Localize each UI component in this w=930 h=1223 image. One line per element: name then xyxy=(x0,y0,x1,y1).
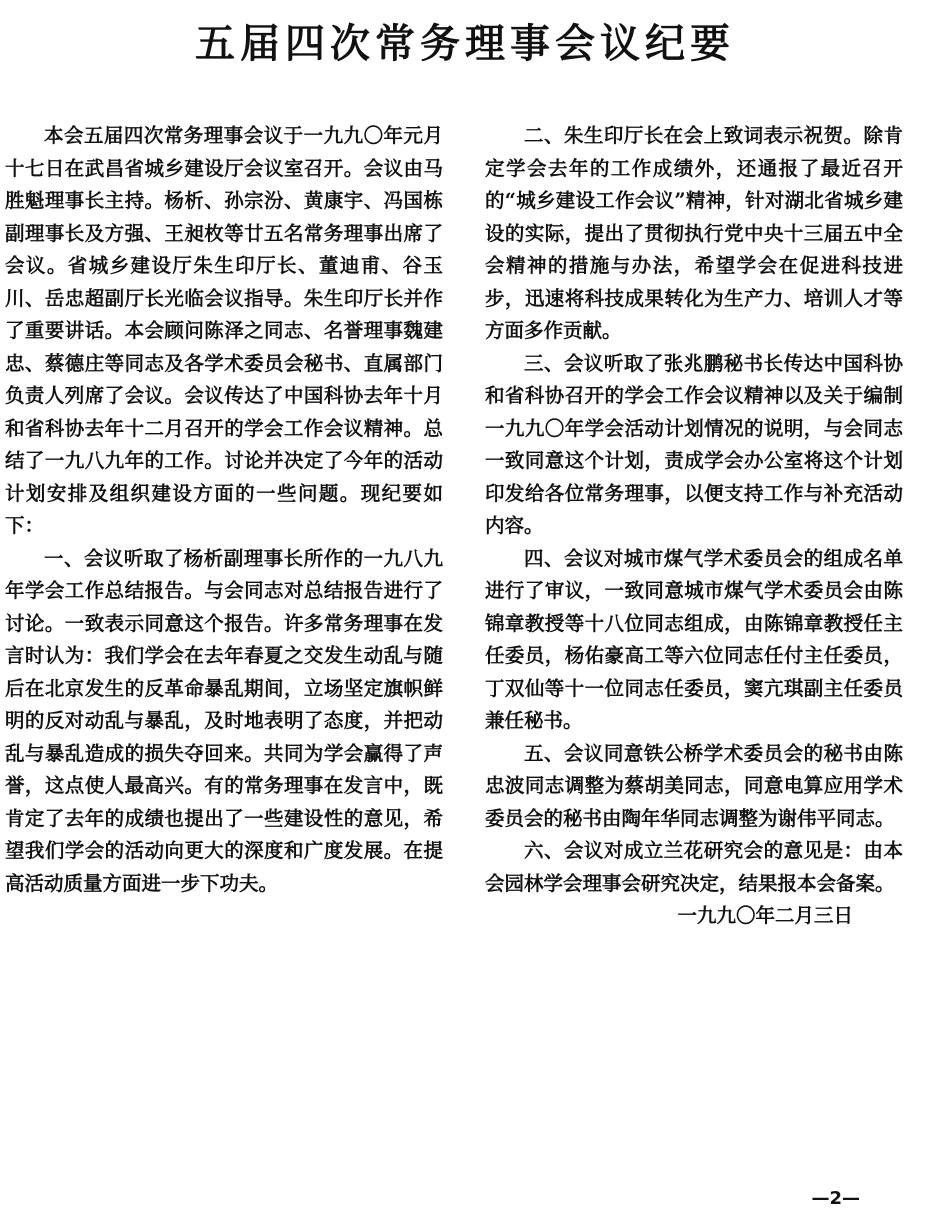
page-number: —2— xyxy=(811,1188,860,1209)
right-column xyxy=(485,120,903,933)
item-1-paragraph: 一、会议听取了杨析副理事长所作的一九八九年学会工作总结报告。与会同志对总结报告进行了讨论。一致表示同意这个报告。许多常务理事在发言时认为：我们学会在去年春夏之交发生动乱与随后在北京发生的反革命暴乱期间，立场坚定旗帜鲜明的反对动乱与暴乱，及时地表明了态度，并把动乱与暴乱造成的损失夺回来。共同为学会赢得了声誉，这点使人最高兴。有的常务理事在发言中，既肯定了去年的成绩也提出了一些建设性的意见，希望我们学会的活动向更大的深度和广度发展。在提高活动质量方面进一步下功夫。 xyxy=(5,546,443,895)
item-3-paragraph: 三、会议听取了张兆鹏秘书长传达中国科协和省科协召开的学会工作会议精神以及关于编制一九九〇年学会活动计划情况的说明，与会同志一致同意这个计划，责成学会办公室将这个计划印发给各位常务理事，以便支持工作与补充活动内容。 xyxy=(485,351,903,537)
intro-paragraph: 本会五届四次常务理事会议于一九九〇年元月十七日在武昌省城乡建设厅会议室召开。会议由马胜魁理事长主持。杨析、孙宗汾、黄康宇、冯国栋副理事长及方强、王昶枚等廿五名常务理事出席了会议。省城乡建设厅朱生印厅长、董迪甫、谷玉川、岳忠超副厅长光临会议指导。朱生印厅长并作了重要讲话。本会顾问陈泽之同志、名誉理事魏建忠、蔡德庄等同志及各学术委员会秘书、直属部门负责人列席了会议。会议传达了中国科协去年十月和省科协去年十二月召开的学会工作会议精神。总结了一九八九年的工作。讨论并决定了今年的活动计划安排及组织建设方面的一些问题。现纪要如下： xyxy=(5,124,443,537)
document-title: 五届四次常务理事会议纪要 xyxy=(195,21,735,67)
document-date: 一九九〇年二月三日 xyxy=(677,904,853,927)
left-column xyxy=(5,120,443,900)
item-2-paragraph: 二、朱生印厅长在会上致词表示祝贺。除肯定学会去年的工作成绩外，还通报了最近召开的“城乡建设工作会议”精神，针对湖北省城乡建设的实际，提出了贯彻执行党中央十三届五中全会精神的措施与办法，希望学会在促进科技进步，迅速将科技成果转化为生产力、培训人才等方面多作贡献。 xyxy=(485,124,903,342)
item-5-paragraph: 五、会议同意铁公桥学术委员会的秘书由陈忠波同志调整为蔡胡美同志，同意电算应用学术委员会的秘书由陶年华同志调整为谢伟平同志。 xyxy=(485,741,903,830)
item-4-paragraph: 四、会议对城市煤气学术委员会的组成名单进行了审议，一致同意城市煤气学术委员会由陈锦章教授等十八位同志组成，由陈锦章教授任主任委员，杨佑豪高工等六位同志任付主任委员，丁双仙等十一位同志任委员，窦亢琪副主任委员兼任秘书。 xyxy=(485,546,903,732)
item-6-paragraph: 六、会议对成立兰花研究会的意见是：由本会园林学会理事会研究决定，结果报本会备案。 xyxy=(485,839,903,895)
